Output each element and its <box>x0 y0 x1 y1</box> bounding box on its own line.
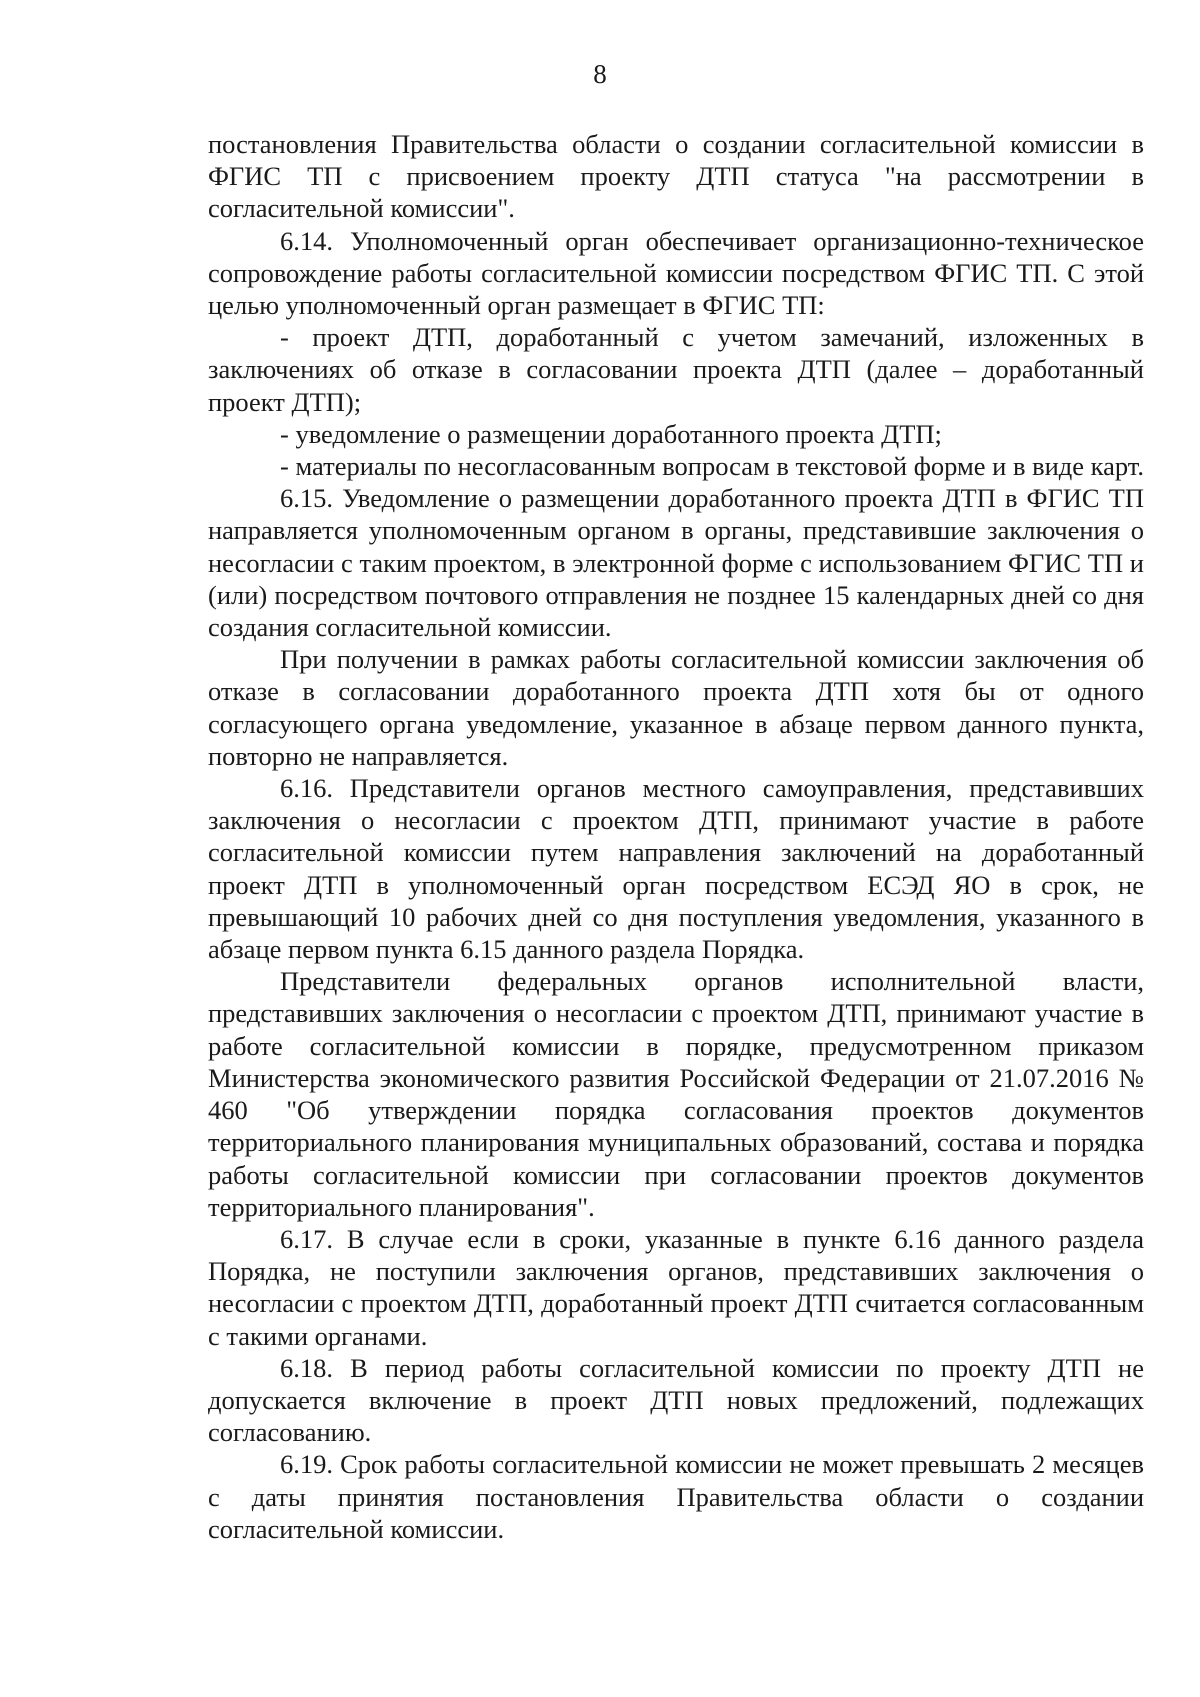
paragraph-6-15-second: При получении в рамках работы согласительной комиссии заключения об отказе в согласовании доработанного проекта ДТП хотя бы от одного согласующего органа уведомление, указанное в абзаце первом данного пункта, повторно не направляется. <box>208 644 1144 771</box>
paragraph-6-16-second: Представители федеральных органов исполнительной власти, представивших заключения о несогласии с проектом ДТП, принимают участие в работе согласительной комиссии в порядке, предусмотренном приказом Министерства экономического развития Российской Федерации от 21.07.2016 № 460 "Об утверждении порядка согласования проектов документов территориального планирования муниципальных образований, состава и порядка работы согласительной комиссии при согласовании проектов документов территориального планирования". <box>208 966 1144 1222</box>
paragraph-continuation: постановления Правительства области о создании согласительной комиссии в ФГИС ТП с присвоением проекту ДТП статуса "на рассмотрении в согласительной комиссии". <box>208 129 1144 224</box>
list-item-materials: - материалы по несогласованным вопросам в текстовой форме и в виде карт. <box>280 451 1144 482</box>
paragraph-6-19: 6.19. Срок работы согласительной комиссии не может превышать 2 месяцев с даты принятия постановления Правительства области о создании согласительной комиссии. <box>208 1449 1144 1544</box>
paragraph-6-15: 6.15. Уведомление о размещении доработанного проекта ДТП в ФГИС ТП направляется уполномоченным органом в органы, представившие заключения о несогласии с таким проектом, в электронной форме с использованием ФГИС ТП и (или) посредством почтового отправления не позднее 15 календарных дней со дня создания согласительной комиссии. <box>208 483 1144 643</box>
paragraph-6-18: 6.18. В период работы согласительной комиссии по проекту ДТП не допускается включение в проект ДТП новых предложений, подлежащих согласованию. <box>208 1352 1144 1448</box>
list-item-revised-draft: - проект ДТП, доработанный с учетом замечаний, изложенных в заключениях об отказе в согласовании проекта ДТП (далее – доработанный проект ДТП); <box>208 322 1144 417</box>
list-item-notification: - уведомление о размещении доработанного проекта ДТП; <box>280 418 942 449</box>
document-body <box>208 128 1144 1545</box>
paragraph-6-16: 6.16. Представители органов местного самоуправления, представивших заключения о несогласии с проектом ДТП, принимают участие в работе согласительной комиссии путем направления заключений на доработанный проект ДТП в уполномоченный орган посредством ЕСЭД ЯО в срок, не превышающий 10 рабочих дней со дня поступления уведомления, указанного в абзаце первом пункта 6.15 данного раздела Порядка. <box>208 773 1144 965</box>
paragraph-6-14: 6.14. Уполномоченный орган обеспечивает организационно-техническое сопровождение работы согласительной комиссии посредством ФГИС ТП. С этой целью уполномоченный орган размещает в ФГИС ТП: <box>208 225 1144 321</box>
page-number: 8 <box>593 59 607 89</box>
paragraph-6-17: 6.17. В случае если в сроки, указанные в пункте 6.16 данного раздела Порядка, не поступили заключения органов, представивших заключения о несогласии с проектом ДТП, доработанный проект ДТП считается согласованным с такими органами. <box>208 1223 1144 1351</box>
